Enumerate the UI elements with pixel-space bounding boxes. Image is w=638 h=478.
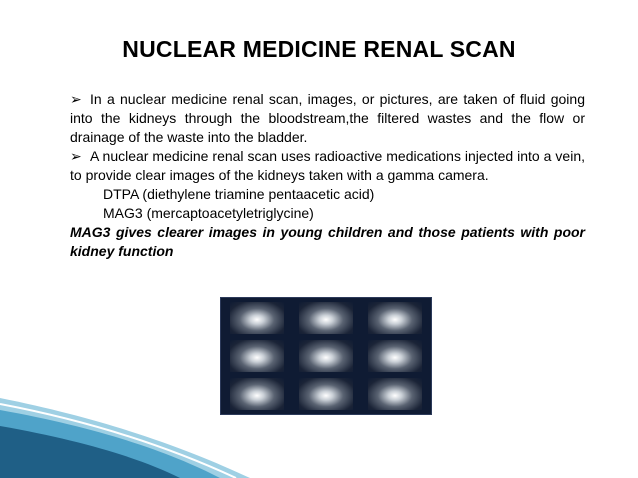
bullet-arrow-icon: ➢	[70, 148, 82, 164]
agent-mag3: MAG3 (mercaptoacetyletriglycine)	[103, 205, 314, 221]
agent-dtpa: DTPA (diethylene triamine pentaacetic acid)	[103, 186, 375, 202]
bullet-arrow-icon: ➢	[70, 91, 82, 107]
bullet-text-2: A nuclear medicine renal scan uses radioactive medications injected into a vein, to provide clear images of the kidneys taken with a gamma camera.	[70, 148, 585, 183]
slide-title: NUCLEAR MEDICINE RENAL SCAN	[122, 36, 516, 62]
bullet-text-1: In a nuclear medicine renal scan, images, or pictures, are taken of fluid going into the kidneys through the bloodstream,the filtered wastes and the flow or drainage of the waste into the bladder.	[70, 91, 585, 145]
emphasis-note: MAG3 gives clearer images in young children and those patients with poor kidney function	[70, 224, 585, 259]
